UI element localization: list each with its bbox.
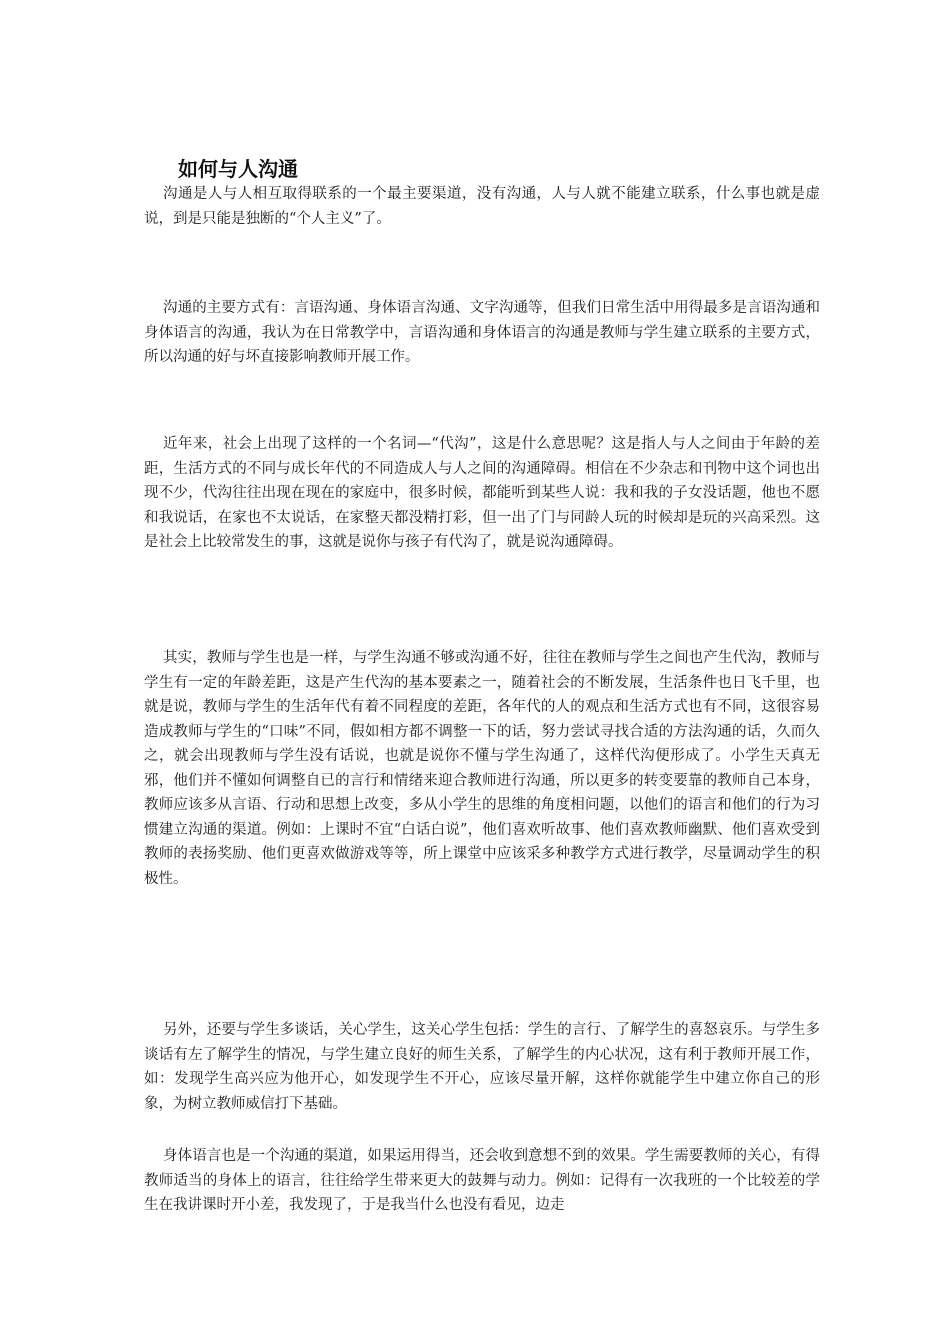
paragraph: 近年来，社会上出现了这样的一个名词—“代沟”，这是什么意思呢？这是指人与人之间由于年龄的差距，生活方式的不同与成长年代的不同造成人与人之间的沟通障碍。相信在不少杂志和刊物中这个词也出现不少，代沟往往出现在现在的家庭中，很多时候，都能听到某些人说：我和我的子女没话题，他也不愿和我说话，在家也不太说话，在家整天都没精打彩，但一出了门与同龄人玩的时候却是玩的兴高采烈。这是社会上比较常发生的事，这就是说你与孩子有代沟了，就是说沟通障碍。 — [144, 436, 820, 550]
document-title: 如何与人沟通 — [178, 157, 298, 181]
paragraph: 其实，教师与学生也是一样，与学生沟通不够或沟通不好，往往在教师与学生之间也产生代沟，教师与学生有一定的年龄差距，这是产生代沟的基本要素之一，随着社会的不断发展，生活条件也日飞千里，也就是说，教师与学生的生活年代有着不同程度的差距，各年代的人的观点和生活方式也有不同，这很容易造成教师与学生的“口味”不同，假如相方都不调整一下的话，努力尝试寻找合适的方法沟通的话，久而久之，就会出现教师与学生没有话说，也就是说你不懂与学生沟通了，这样代沟便形成了。小学生天真无邪，他们并不懂如何调整自已的言行和情绪来迎合教师进行沟通，所以更多的转变要靠的教师自己本身，教师应该多从言语、行动和思想上改变，多从小学生的思维的角度相问题，以他们的语言和他们的行为习惯建立沟通的渠道。例如：上课时不宜“白话白说”，他们喜欢听故事、他们喜欢教师幽默、他们喜欢受到教师的表扬奖励、他们更喜欢做游戏等等，所上课堂中应该采多种教学方式进行教学，尽量调动学生的积极性。 — [144, 650, 820, 887]
paragraph: 另外，还要与学生多谈话，关心学生，这关心学生包括：学生的言行、了解学生的喜怒哀乐。与学生多谈话有左了解学生的情况，与学生建立良好的师生关系，了解学生的内心状况，这有利于教师开展工作，如：发现学生高兴应为他开心，如发现学生不开心，应该尽量开解，这样你就能学生中建立你自己的形象，为树立教师威信打下基础。 — [144, 1022, 820, 1112]
paragraph: 沟通的主要方式有：言语沟通、身体语言沟通、文字沟通等，但我们日常生活中用得最多是言语沟通和身体语言的沟通，我认为在日常教学中，言语沟通和身体语言的沟通是教师与学生建立联系的主要方式，所以沟通的好与坏直接影响教师开展工作。 — [144, 300, 820, 365]
paragraph: 沟通是人与人相互取得联系的一个最主要渠道，没有沟通，人与人就不能建立联系，什么事也就是虚说，到是只能是独断的“个人主义”了。 — [144, 186, 820, 227]
paragraph: 身体语言也是一个沟通的渠道，如果运用得当，还会收到意想不到的效果。学生需要教师的关心，有得教师适当的身体上的语言，往往给学生带来更大的鼓舞与动力。例如：记得有一次我班的一个比较差的学生在我讲课时开小差，我发现了，于是我当什么也没有看见，边走 — [144, 1148, 820, 1213]
